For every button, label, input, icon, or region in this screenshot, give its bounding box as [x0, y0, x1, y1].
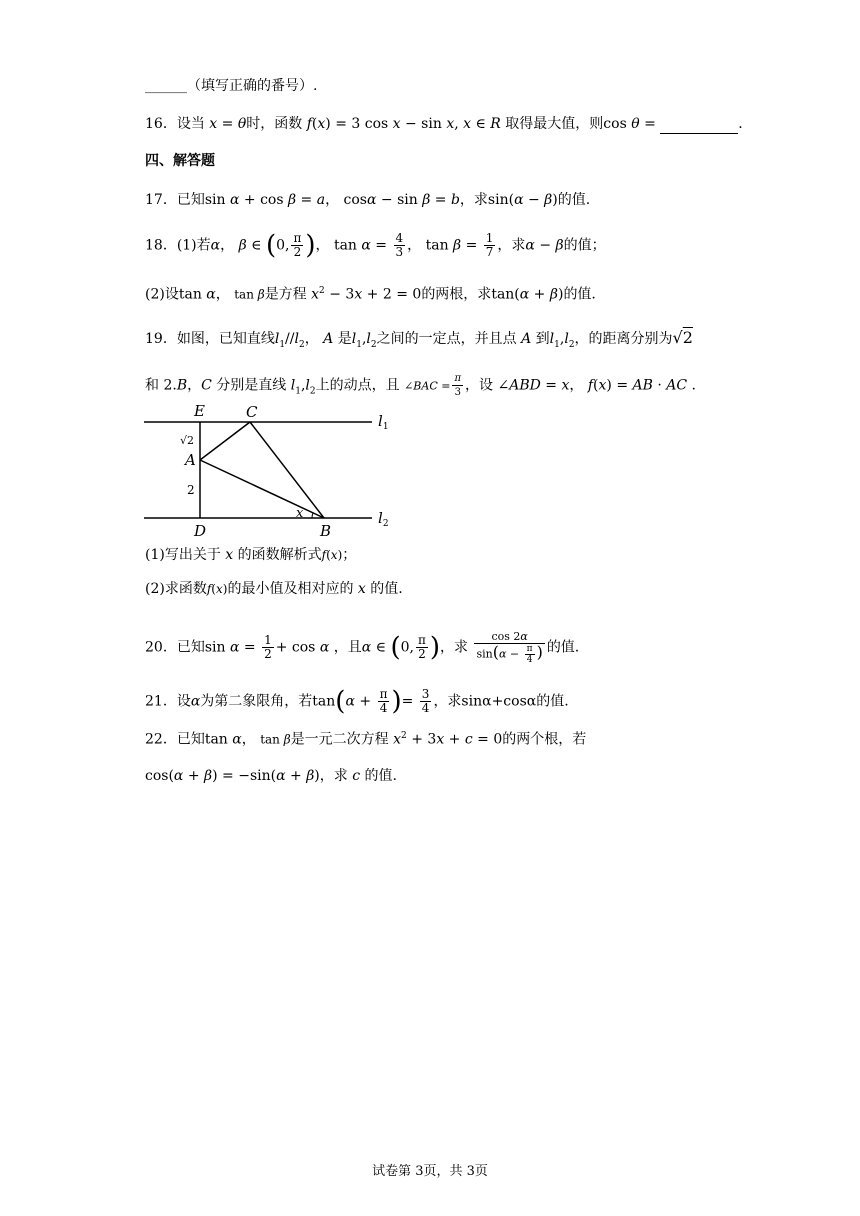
label-l2: $l_2$: [378, 509, 389, 529]
q18a-text-a: ，: [220, 237, 235, 254]
q19a-text-e: ，的距离分别为: [574, 331, 673, 347]
q17-text-c: 的值.: [557, 192, 591, 208]
q22-line2: cos(α + β) = −sin(α + β)，求 c 的值.: [145, 768, 397, 784]
q16-text-a: 时，函数: [246, 116, 303, 132]
q22a-text-a: ，: [241, 731, 256, 748]
q18a-text-d: ，求: [497, 237, 526, 254]
q19d-text-c: 的值.: [370, 581, 403, 597]
q16-num: 16．设当: [145, 116, 205, 132]
label-2: 2: [187, 483, 195, 497]
q17-text-a: ，: [325, 192, 340, 208]
q22b-text-a: ，求: [319, 768, 348, 784]
label-E: E: [194, 402, 205, 420]
q16-text-c: .: [738, 116, 743, 132]
q20-text-a: ，且: [333, 639, 362, 656]
label-x: x: [296, 506, 304, 521]
q22a-text-c: 的两个根，若: [502, 731, 587, 748]
q19b-text-b: 分别是直线: [216, 377, 287, 394]
q20-text-c: 的值.: [546, 639, 580, 656]
page-footer: 试卷第 3页，共 3页: [372, 1164, 488, 1179]
segment-AC: [200, 422, 250, 460]
geometry-figure: [140, 402, 400, 542]
q19-part1: (1)写出关于 x 的函数解析式f(x)；: [145, 547, 357, 563]
q16-text-b: 取得最大值，则: [505, 116, 604, 132]
q20-text-b: ，求: [440, 639, 469, 656]
q22b-text-b: 的值.: [364, 768, 397, 784]
answer-blank[interactable]: [660, 133, 738, 134]
q19a-text-c: 之间的一定点，并且点: [376, 331, 517, 347]
q19-part2: (2)求函数f(x)的最小值及相对应的 x 的值.: [145, 581, 403, 597]
q18b-text-b: 是方程: [264, 286, 307, 303]
q18a-text-e: 的值；: [563, 237, 606, 254]
q19a-text-a: ，: [304, 331, 319, 347]
label-D: D: [194, 522, 207, 540]
q18a-num: 18．(1)若: [145, 237, 211, 254]
q19-line1: 19．如图，已知直线$l_1//l_2$， A 是$l_1,l_2$之间的一定点，并且点 A 到$l_1,l_2$，的距离分别为√2: [145, 328, 693, 350]
q19d-text-b: 的最小值及相对应的: [227, 581, 354, 597]
q22-line1: 22．已知tan α， tan β是一元二次方程 $x^2 + 3x + c = 0$的两个根，若: [145, 731, 587, 748]
q15-tail: ______（填写正确的番号）.: [145, 78, 318, 94]
q19b-text-a: ，: [187, 377, 202, 394]
q17-num: 17．已知: [145, 192, 205, 208]
q19a-num: 19．如图，已知直线: [145, 331, 275, 347]
q21: 21．设α为第二象限角，若tan(α + $\frac{\pi}{4}$ )= $\frac{3}{4}$ ，求sinα+cosα的值.: [145, 686, 569, 717]
q19b-text-e: ，: [569, 377, 584, 394]
q22a-text-b: 是一元二次方程: [290, 731, 389, 748]
q19d-text-a: (2)求函数: [145, 581, 207, 597]
segment-AB: [200, 460, 324, 518]
segment-CB: [250, 422, 324, 518]
q19a-text-b: 是: [337, 331, 352, 347]
q17: 17．已知sin α + cos β = a， cosα − sin β = b，求sin(α − β)的值.: [145, 192, 591, 208]
q18b-num: (2)设: [145, 286, 179, 303]
q19b-num: 和 2.: [145, 377, 177, 394]
q19c-text-b: 的函数解析式: [237, 547, 322, 563]
q18a-text-c: ，: [407, 237, 422, 254]
q19b-text-c: 上的动点，且: [315, 377, 400, 394]
q20-num: 20．已知: [145, 639, 205, 656]
q19a-text-d: 到: [535, 331, 550, 347]
q18b-text-c: 的两根，求: [421, 286, 492, 303]
q18-part2: (2)设tan α， tan β是方程 $x^2 - 3x + 2 = 0$的两根，求tan(α + β)的值.: [145, 286, 596, 303]
label-sqrt2: √2: [180, 434, 195, 447]
label-B: B: [320, 522, 332, 540]
q21-text-b: ，求sinα+cosα的值.: [433, 693, 569, 710]
label-A: A: [185, 451, 196, 469]
label-C: C: [246, 403, 258, 421]
section-title: 四、解答题: [145, 153, 215, 169]
q19-line2: 和 2.B，C 分别是直线 $l_1,l_2$上的动点，且 ∠BAC = $\frac{\pi}{3}$ ，设 ∠ABD = x， f(x) = AB · AC .: [145, 373, 697, 398]
q20: 20．已知sin α = $\frac{1}{2}$ + cos α ，且α ∈ (0, $\frac{\pi}{2}$ )，求 cos 2α sin(α − $\frac{\pi}{4}$ ) 的值.: [145, 630, 580, 665]
q18-part1: 18．(1)若α， β ∈ (0, $\frac{\pi}{2}$ )， tan α = $\frac{4}{3}$ ， tan β = $\frac{1}{7}$ ，求α − β的值；: [145, 230, 606, 261]
q17-text-b: ，求: [459, 192, 488, 208]
q21-text-a: 为第二象限角，若: [200, 693, 313, 710]
q18a-text-b: ，: [315, 237, 330, 254]
label-l1: $l_1$: [378, 412, 389, 432]
q18b-text-d: 的值.: [563, 286, 596, 303]
q21-num: 21．设: [145, 693, 191, 710]
q19b-text-d: ，设: [465, 377, 494, 394]
q22a-num: 22．已知: [145, 731, 205, 748]
q19c-text-a: (1)写出关于: [145, 547, 221, 563]
q18b-text-a: ，: [215, 286, 230, 303]
q16: 16．设当 x = θ时，函数 f(x) = 3 cos x − sin x, x ∈ R 取得最大值，则cos θ = .: [145, 116, 743, 132]
